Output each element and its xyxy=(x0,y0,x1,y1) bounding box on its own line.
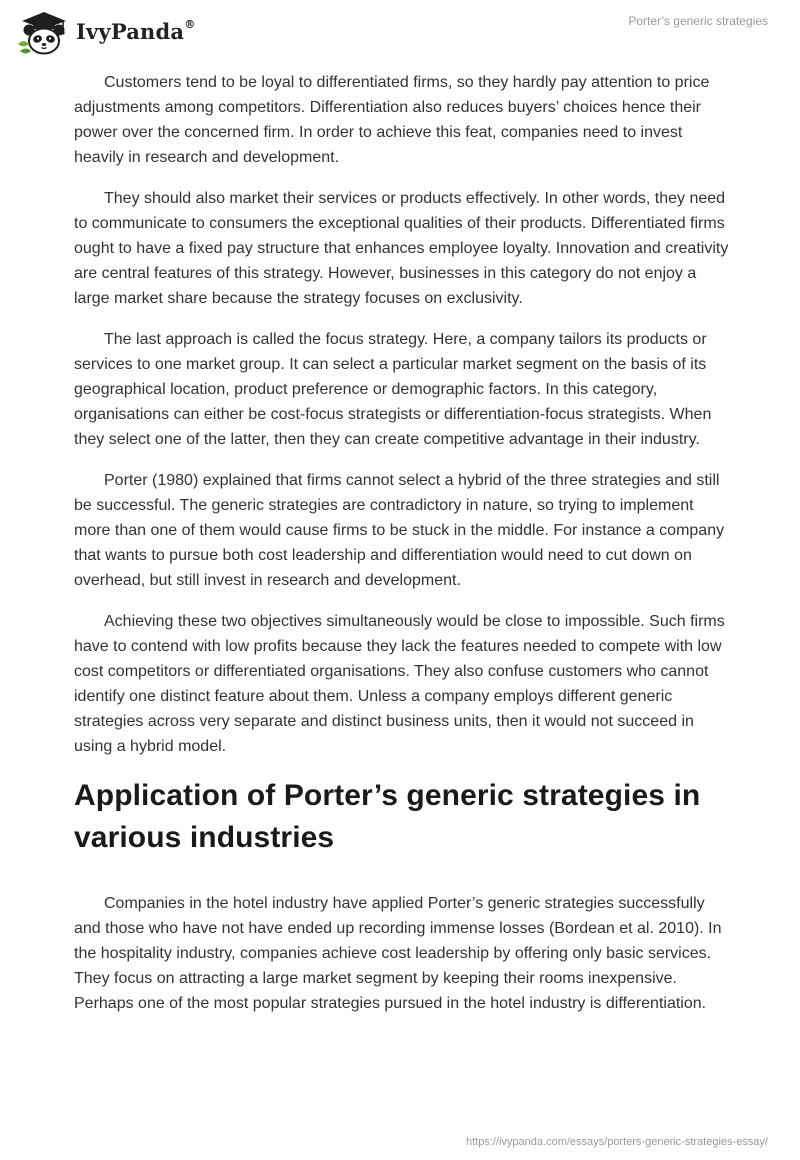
brand-name-text: IvyPanda xyxy=(76,18,185,44)
page-header xyxy=(0,0,800,60)
paragraph: The last approach is called the focus strategy. Here, a company tailors its products or services to one market group. It can select a particular market segment on the basis of its geographical location, product preference or demographic factors. In this category, organisations can either be cost-focus strategists or differentiation-focus strategists. When they select one of the latter, then they can create competitive advantage in their industry. xyxy=(74,331,712,448)
document-title-link[interactable]: Porter’s generic strategies xyxy=(628,14,768,28)
source-url-link[interactable]: https://ivypanda.com/essays/porters-generic-strategies-essay/ xyxy=(465,1136,768,1148)
paragraph: Porter (1980) explained that firms cannot select a hybrid of the three strategies and still be successful. The generic strategies are contradictory in nature, so trying to implement more than one of them would cause firms to be stuck in the middle. For instance a company that wants to pursue both cost leadership and differentiation would need to cut down on overhead, but still invest in research and development. xyxy=(74,472,725,589)
article-content xyxy=(74,70,734,1032)
registered-mark: ® xyxy=(184,17,196,31)
brand-name xyxy=(76,19,195,44)
paragraph: Achieving these two objectives simultaneously would be close to impossible. Such firms have to contend with low profits because they lack the features needed to compete with low cost competitors or differentiated organisations. They also confuse customers who cannot identify one distinct feature about them. Unless a company employs different generic strategies across very separate and distinct business units, then it would not succeed in using a hybrid model. xyxy=(74,613,725,755)
paragraph: They should also market their services or products effectively. In other words, they need to communicate to consumers the exceptional qualities of their products. Differentiated firms ought to have a fixed pay structure that enhances employee loyalty. Innovation and creativity are central features of this strategy. However, businesses in this category do not enjoy a large market share because the strategy focuses on exclusivity. xyxy=(74,190,729,307)
ivypanda-logo[interactable] xyxy=(14,8,195,56)
paragraph: Companies in the hotel industry have applied Porter’s generic strategies successfully and those who have not have ended up recording immense losses (Bordean et al. 2010). In the hospitality industry, companies achieve cost leadership by offering only basic services. They focus on attracting a large market segment by keeping their rooms inexpensive. Perhaps one of the most popular strategies pursued in the hotel industry is differentiation. xyxy=(74,895,722,1012)
paragraph: Customers tend to be loyal to differentiated firms, so they hardly pay attention to price adjustments among competitors. Differentiation also reduces buyers’ choices hence their power over the concerned firm. In order to achieve this feat, companies need to invest heavily in research and development. xyxy=(74,74,710,166)
panda-graduation-cap-icon xyxy=(14,8,70,56)
section-heading: Application of Porter’s generic strategies in various industries xyxy=(74,779,701,854)
